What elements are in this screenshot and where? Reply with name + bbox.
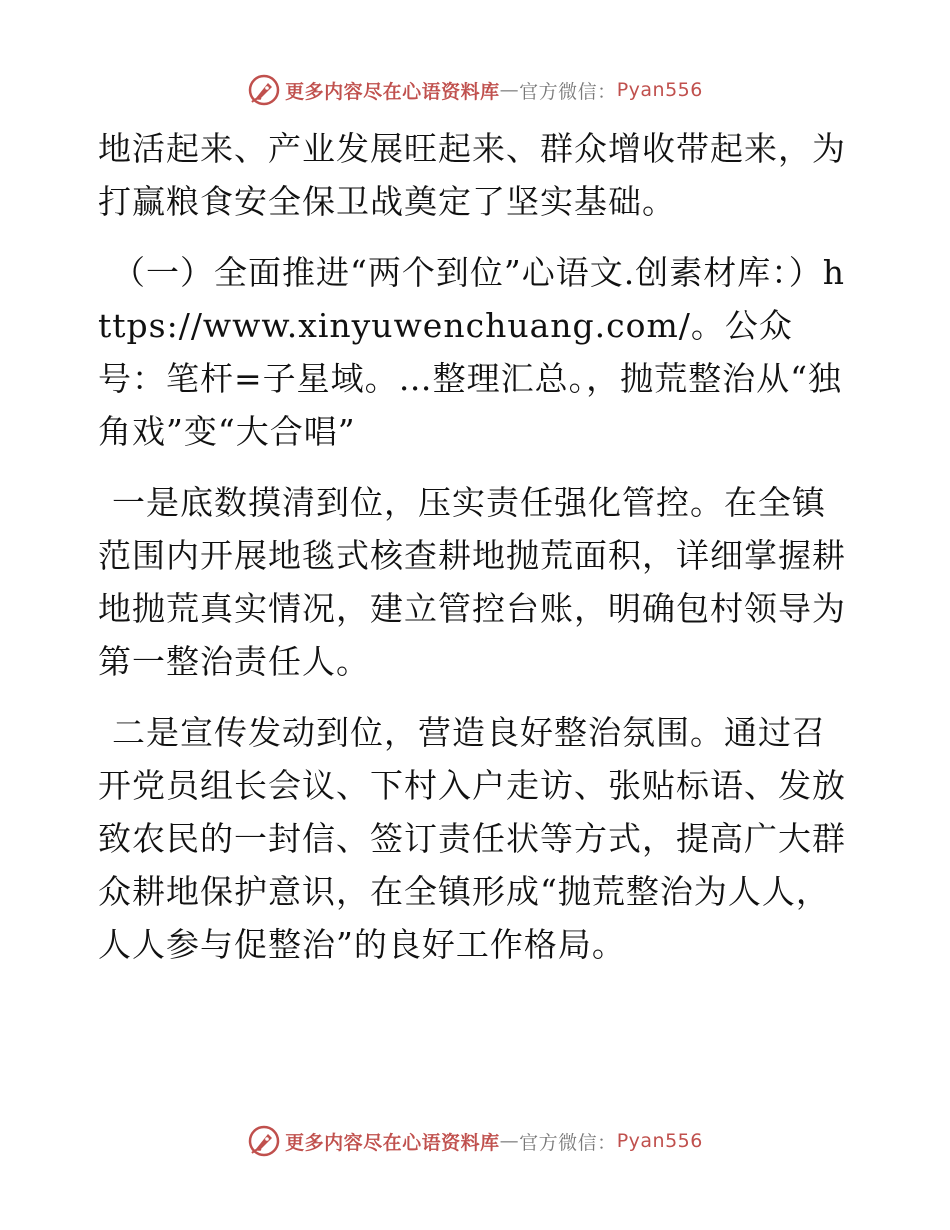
- banner-wechat-id: Pyan556: [616, 1130, 703, 1152]
- header-banner: [0, 70, 950, 110]
- paragraph-1: 地活起来、产业发展旺起来、群众增收带起来，为打赢粮食安全保卫战奠定了坚实基础。: [98, 129, 846, 221]
- footer-banner: [0, 1121, 950, 1161]
- banner-wechat-label: 官方微信：: [519, 80, 617, 103]
- pen-nib-logo-icon: [247, 73, 281, 107]
- banner-brand-text: 更多内容尽在心语资料库: [285, 80, 500, 103]
- paragraph-2-heading: （一）全面推进“两个到位”心语文.创素材库：）https://www.xinyuwenchuang.com/。公众号：笔杆=子星域。…整理汇总。，抛荒整治从“独角戏”变“大合唱”: [98, 253, 845, 451]
- pen-nib-logo-icon: [247, 1124, 281, 1158]
- banner-separator: —: [499, 1130, 520, 1152]
- paragraph-3: 一是底数摸清到位，压实责任强化管控。在全镇范围内开展地毯式核查耕地抛荒面积，详细掌握耕地抛荒真实情况，建立管控台账，明确包村领导为第一整治责任人。: [98, 483, 846, 681]
- banner-wechat-id: Pyan556: [616, 79, 703, 101]
- banner-brand-text: 更多内容尽在心语资料库: [285, 1131, 500, 1154]
- paragraph-4: 二是宣传发动到位，营造良好整治氛围。通过召开党员组长会议、下村入户走访、张贴标语、发放致农民的一封信、签订责任状等方式，提高广大群众耕地保护意识，在全镇形成“抛荒整治为人人，人人参与促整治”的良好工作格局。: [98, 713, 846, 964]
- banner-wechat-label: 官方微信：: [519, 1131, 617, 1154]
- banner-separator: —: [499, 79, 520, 101]
- document-body: [98, 122, 858, 971]
